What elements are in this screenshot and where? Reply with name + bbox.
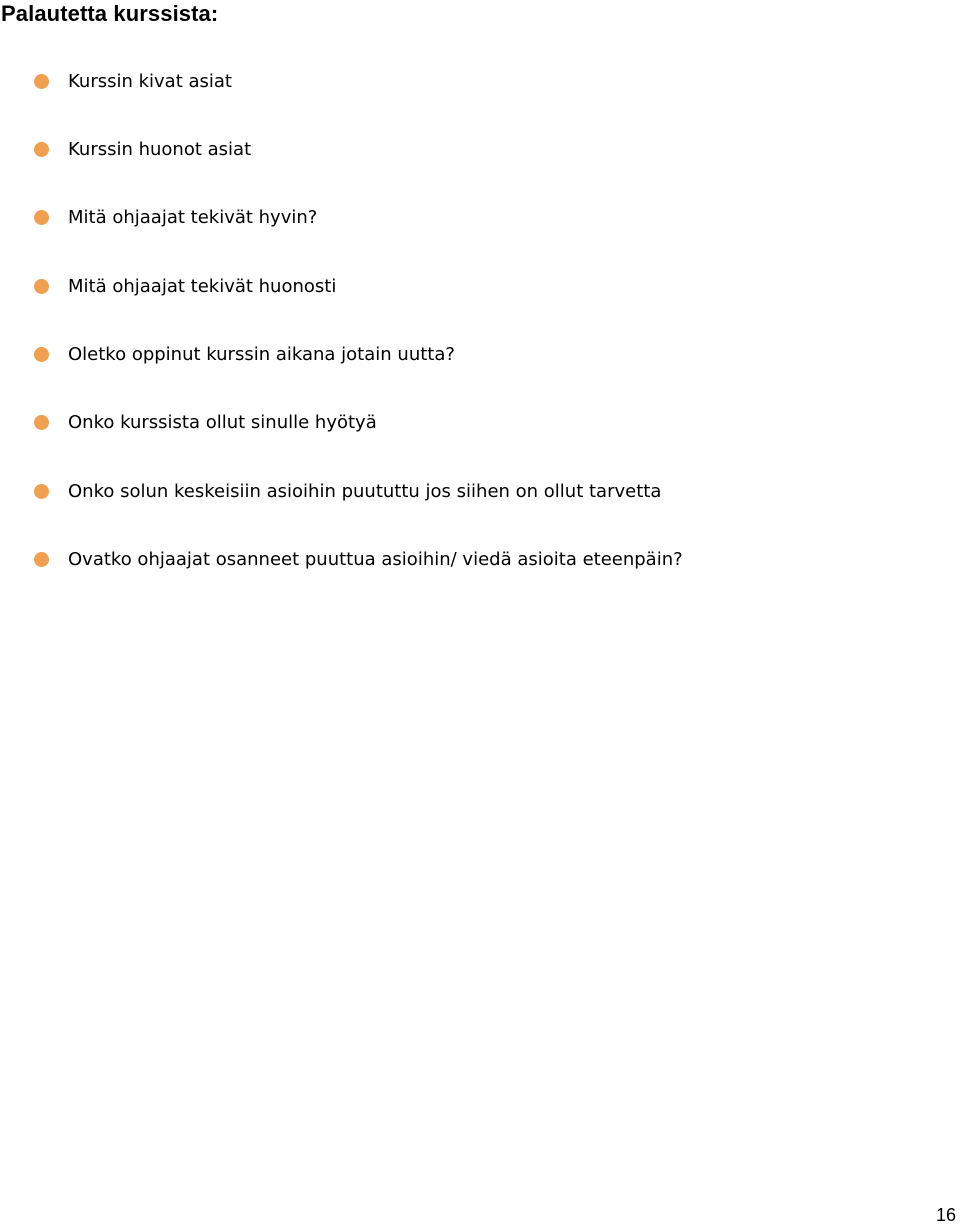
bullet-dot-icon (34, 142, 49, 157)
list-item (34, 276, 934, 304)
list-item (34, 139, 934, 167)
list-item-text: Kurssin huonot asiat (68, 139, 252, 160)
page-title: Palautetta kurssista: (1, 1, 219, 26)
list-item (34, 71, 934, 99)
list-item-text: Mitä ohjaajat tekivät huonosti (68, 276, 337, 297)
bullet-dot-icon (34, 74, 49, 89)
list-item (34, 412, 934, 440)
bullet-dot-icon (34, 415, 49, 430)
list-item-text: Ovatko ohjaajat osanneet puuttua asioihin/ viedä asioita eteenpäin? (68, 549, 683, 570)
bullet-dot-icon (34, 347, 49, 362)
list-item (34, 344, 934, 372)
list-item-text: Mitä ohjaajat tekivät hyvin? (68, 207, 318, 228)
list-item (34, 481, 934, 509)
bullet-dot-icon (34, 210, 49, 225)
list-item (34, 207, 934, 235)
bullet-dot-icon (34, 279, 49, 294)
list-item (34, 549, 934, 577)
list-item-text: Onko solun keskeisiin asioihin puututtu jos siihen on ollut tarvetta (68, 481, 662, 502)
list-item-text: Onko kurssista ollut sinulle hyötyä (68, 412, 377, 433)
list-item-text: Oletko oppinut kurssin aikana jotain uutta? (68, 344, 455, 365)
bullet-dot-icon (34, 484, 49, 499)
bullet-dot-icon (34, 552, 49, 567)
page-number: 16 (935, 1205, 956, 1225)
list-item-text: Kurssin kivat asiat (68, 71, 232, 92)
